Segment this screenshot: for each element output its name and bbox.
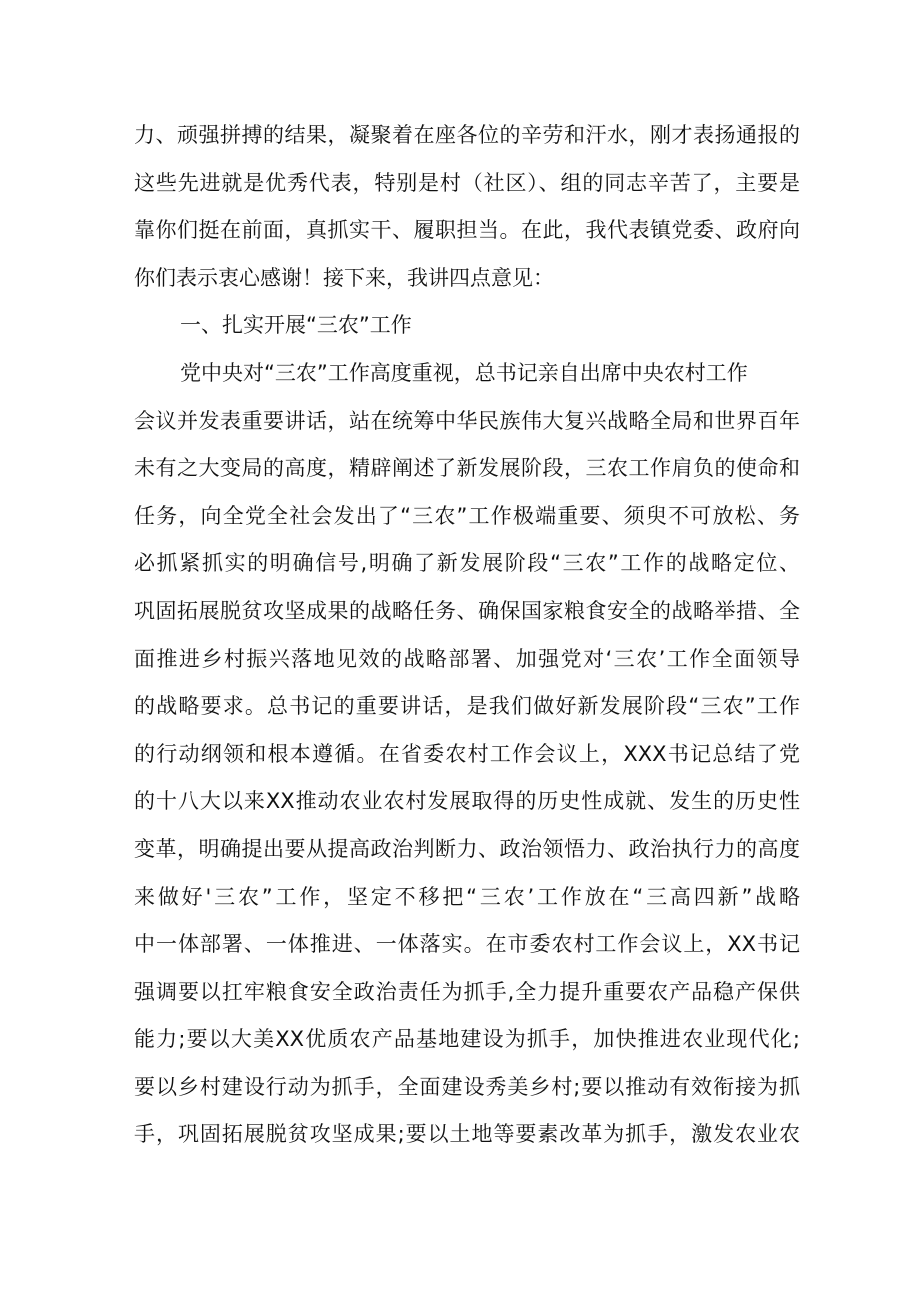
text-line: 手，巩固拓展脱贫攻坚成果;要以土地等要素改革为抓手，激发农业农	[134, 1122, 800, 1147]
text-line: 要以乡村建设行动为抓手，全面建设秀美乡村;要以推动有效衔接为抓	[134, 1074, 800, 1099]
text-line: 的十八大以来XX推动农业农村发展取得的历史性成就、发生的历史性	[134, 789, 800, 814]
text-line: 面推进乡村振兴落地见效的战略部署、加强党对‘三农’工作全面领导	[134, 646, 800, 671]
text-line: 巩固拓展脱贫攻坚成果的战略任务、确保国家粮食安全的战略举措、全	[134, 598, 800, 623]
text-line: 的战略要求。总书记的重要讲话，是我们做好新发展阶段“三农”工作	[134, 694, 800, 719]
text-line: 这些先进就是优秀代表，特别是村（社区）、组的同志辛苦了，主要是	[134, 170, 800, 195]
text-line: 变革，明确提出要从提高政治判断力、政治领悟力、政治执行力的高度	[134, 836, 800, 861]
text-line: 党中央对“三农”工作高度重视，总书记亲自出席中央农村工作	[180, 360, 748, 385]
document-body	[134, 112, 800, 1159]
text-line: 会议并发表重要讲话，站在统筹中华民族伟大复兴战略全局和世界百年	[134, 408, 800, 433]
intro-paragraph	[134, 112, 800, 302]
text-line: 来做好'三农”工作，坚定不移把“三农’工作放在“三高四新”战略	[134, 884, 800, 909]
section-heading: 一、扎实开展“三农”工作	[180, 313, 412, 338]
text-line: 未有之大变局的高度，精辟阐述了新发展阶段，三农工作肩负的使命和	[134, 456, 800, 481]
text-line: 能力;要以大美XX优质农产品基地建设为抓手，加快推进农业现代化;	[134, 1027, 800, 1052]
text-line: 你们表示衷心感谢！接下来，我讲四点意见：	[134, 265, 554, 290]
text-line: 的行动纲领和根本遵循。在省委农村工作会议上，XXX书记总结了党	[134, 741, 800, 766]
body-paragraph	[134, 350, 800, 1159]
text-line: 必抓紧抓实的明确信号,明确了新发展阶段“三农”工作的战略定位、	[134, 551, 800, 576]
text-line: 靠你们挺在前面，真抓实干、履职担当。在此，我代表镇党委、政府向	[134, 218, 800, 243]
text-line: 强调要以扛牢粮食安全政治责任为抓手,全力提升重要农产品稳产保供	[134, 979, 800, 1004]
text-line: 任务，向全党全社会发出了“三农”工作极端重要、须臾不可放松、务	[134, 503, 800, 528]
text-line: 中一体部署、一体推进、一体落实。在市委农村工作会议上，XX书记	[134, 932, 800, 957]
text-line: 力、顽强拼搏的结果，凝聚着在座各位的辛劳和汗水，刚才表扬通报的	[134, 123, 800, 147]
